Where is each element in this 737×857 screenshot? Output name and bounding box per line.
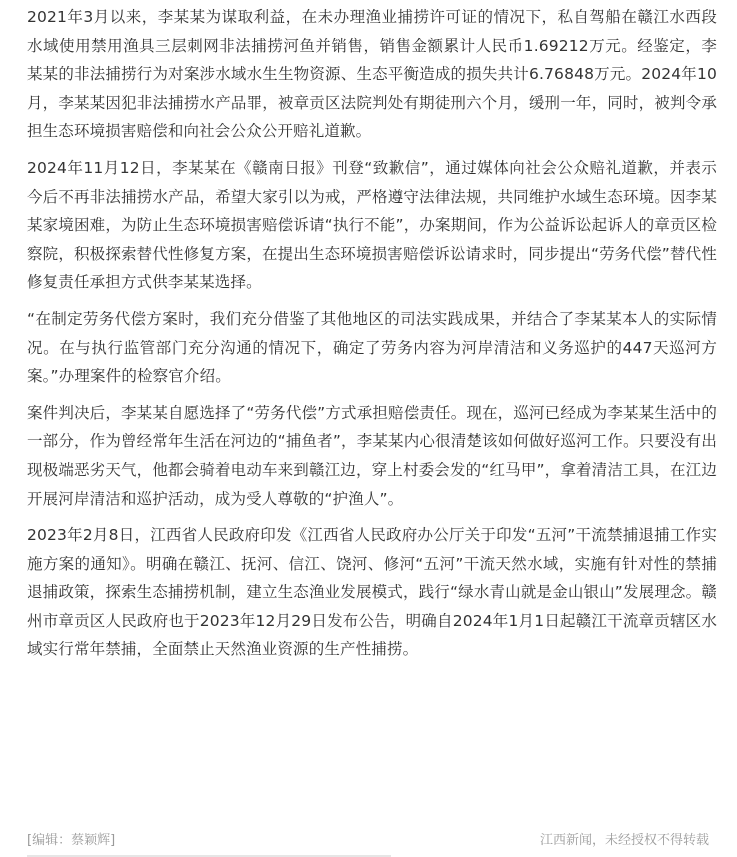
copyright-notice: 江西新闻，未经授权不得转载 — [539, 833, 709, 848]
article-paragraph: 2023年2月8日，江西省人民政府印发《江西省人民政府办公厅关于印发“五河”干流禁捕退捕工作实施方案的通知》。明确在赣江、抚河、信江、饶河、修河“五河”干流天然水域，实施有针对性的禁捕退捕政策，探索生态捕捞机制，建立生态渔业发展模式，践行“绿水青山就是金山银山”发展理念。赣州市章贡区人民政府也于2023年12月29日发布公告，明确自2024年1月1日起赣江干流章贡辖区水域实行常年禁捕，全面禁止天然渔业资源的生产性捕捞。 — [27, 526, 717, 659]
article-footer — [27, 829, 709, 849]
editor-credit: [编辑：蔡颖辉] — [27, 833, 116, 848]
article-paragraph: 2024年11月12日，李某某在《赣南日报》刊登“致歉信”，通过媒体向社会公众赔礼道歉，并表示今后不再非法捕捞水产品，希望大家引以为戒，严格遵守法律法规，共同维护水域生态环境。因李某某家境困难，为防止生态环境损害赔偿诉请“执行不能”，办案期间，作为公益诉讼起诉人的章贡区检察院，积极探索替代性修复方案，在提出生态环境损害赔偿诉讼请求时，同步提出“劳务代偿”替代性修复责任承担方式供李某某选择。 — [27, 158, 717, 292]
article-paragraph: “在制定劳务代偿方案时，我们充分借鉴了其他地区的司法实践成果，并结合了李某某本人的实际情况。在与执行监管部门充分沟通的情况下，确定了劳务内容为河岸清洁和义务巡护的447天巡河方案。”办理案件的检察官介绍。 — [27, 309, 717, 386]
article-body — [27, 3, 717, 672]
article-paragraph: 案件判决后，李某某自愿选择了“劳务代偿”方式承担赔偿责任。现在，巡河已经成为李某某生活中的一部分，作为曾经常年生活在河边的“捕鱼者”，李某某内心很清楚该如何做好巡河工作。只要没有出现极端恶劣天气，他都会骑着电动车来到赣江边，穿上村委会发的“红马甲”，拿着清洁工具，在江边开展河岸清洁和巡护活动，成为受人尊敬的“护渔人”。 — [27, 403, 717, 508]
article-paragraph: 2021年3月以来，李某某为谋取利益，在未办理渔业捕捞许可证的情况下，私自驾船在赣江水西段水域使用禁用渔具三层刺网非法捕捞河鱼并销售，销售金额累计人民币1.69212万元。经鉴定，李某某的非法捕捞行为对案涉水域水生生物资源、生态平衡造成的损失共计6.76848万元。2024年10月，李某某因犯非法捕捞水产品罪，被章贡区法院判处有期徒刑六个月，缓刑一年，同时，被判令承担生态环境损害赔偿和向社会公众公开赔礼道歉。 — [27, 8, 717, 141]
